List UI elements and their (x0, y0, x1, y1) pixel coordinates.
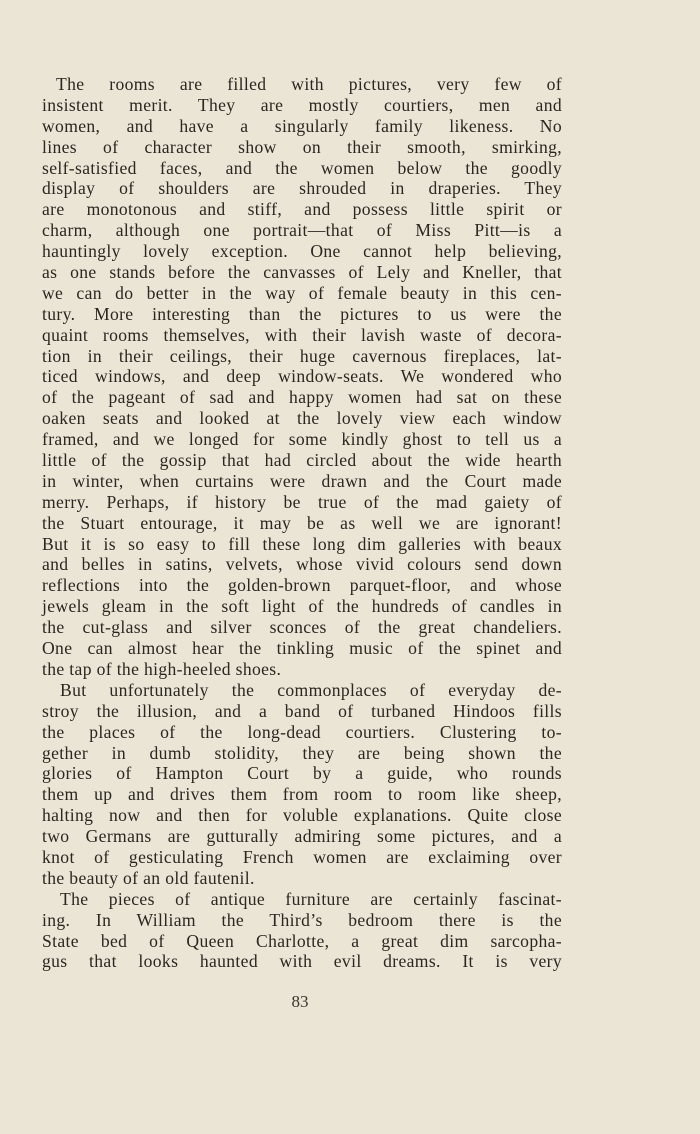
text-line: One can almost hear the tinkling music of the spinet and (42, 638, 562, 659)
text-line: charm, although one portrait—that of Miss Pitt—is a (42, 220, 562, 241)
text-line: State bed of Queen Charlotte, a great dim sarcopha- (42, 930, 562, 951)
body-text (42, 74, 562, 972)
page-number: 83 (291, 992, 309, 1011)
text-line: ticed windows, and deep window-seats. We wondered who (42, 366, 562, 387)
text-line: The rooms are filled with pictures, very few of (56, 74, 562, 94)
text-line: are monotonous and stiff, and possess little spirit or (42, 199, 562, 220)
text-line: oaken seats and looked at the lovely view each window (42, 408, 562, 429)
text-line: two Germans are gutturally admiring some pictures, and a (42, 826, 562, 847)
text-line: ing. In William the Third’s bedroom there is the (42, 909, 562, 930)
text-line: quaint rooms themselves, with their lavish waste of decora- (42, 324, 562, 345)
text-line: women, and have a singularly family likeness. No (42, 115, 562, 136)
text-line: reflections into the golden-brown parquet-floor, and whose (42, 575, 562, 596)
text-line: the cut-glass and silver sconces of the great chandeliers. (42, 617, 562, 638)
text-line: jewels gleam in the soft light of the hundreds of candles in (42, 596, 562, 617)
text-line: in winter, when curtains were drawn and the Court made (42, 470, 562, 491)
text-line: stroy the illusion, and a band of turbaned Hindoos fills (42, 700, 562, 721)
text-line: knot of gesticulating French women are exclaiming over (42, 846, 562, 867)
text-line: tion in their ceilings, their huge cavernous fireplaces, lat- (42, 345, 562, 366)
text-line: But unfortunately the commonplaces of everyday de- (60, 679, 562, 700)
text-line: of the pageant of sad and happy women had sat on these (42, 387, 562, 408)
text-line: The pieces of antique furniture are certainly fascinat- (60, 888, 562, 909)
text-line: and belles in satins, velvets, whose vivid colours send down (42, 554, 562, 575)
text-line: halting now and then for voluble explanations. Quite close (42, 805, 562, 826)
text-line: display of shoulders are shrouded in draperies. They (42, 178, 562, 199)
text-line: the tap of the high-heeled shoes. (42, 658, 282, 679)
text-line: merry. Perhaps, if history be true of the mad gaiety of (42, 491, 562, 512)
text-line: little of the gossip that had circled about the wide hearth (42, 450, 562, 471)
text-line: gether in dumb stolidity, they are being shown the (42, 742, 562, 763)
text-line: framed, and we longed for some kindly ghost to tell us a (42, 429, 562, 450)
text-line: we can do better in the way of female beauty in this cen- (42, 282, 562, 303)
text-line: self-satisfied faces, and the women below the goodly (42, 157, 562, 178)
text-line: them up and drives them from room to room like sheep, (42, 784, 562, 805)
text-line: the Stuart entourage, it may be as well we are ignorant! (42, 512, 562, 533)
text-line: hauntingly lovely exception. One cannot help believing, (42, 241, 562, 262)
text-line: as one stands before the canvasses of Lely and Kneller, that (42, 262, 562, 283)
text-line: gus that looks haunted with evil dreams. It is very (42, 951, 562, 972)
text-line: the places of the long-dead courtiers. Clustering to- (42, 721, 562, 742)
text-line: lines of character show on their smooth, smirking, (42, 136, 562, 157)
text-line: the beauty of an old fautenil. (42, 867, 255, 888)
text-line: tury. More interesting than the pictures to us were the (42, 303, 562, 324)
text-line: But it is so easy to fill these long dim galleries with beaux (42, 533, 562, 554)
text-line: insistent merit. They are mostly courtiers, men and (42, 94, 562, 115)
text-line: glories of Hampton Court by a guide, who rounds (42, 763, 562, 784)
